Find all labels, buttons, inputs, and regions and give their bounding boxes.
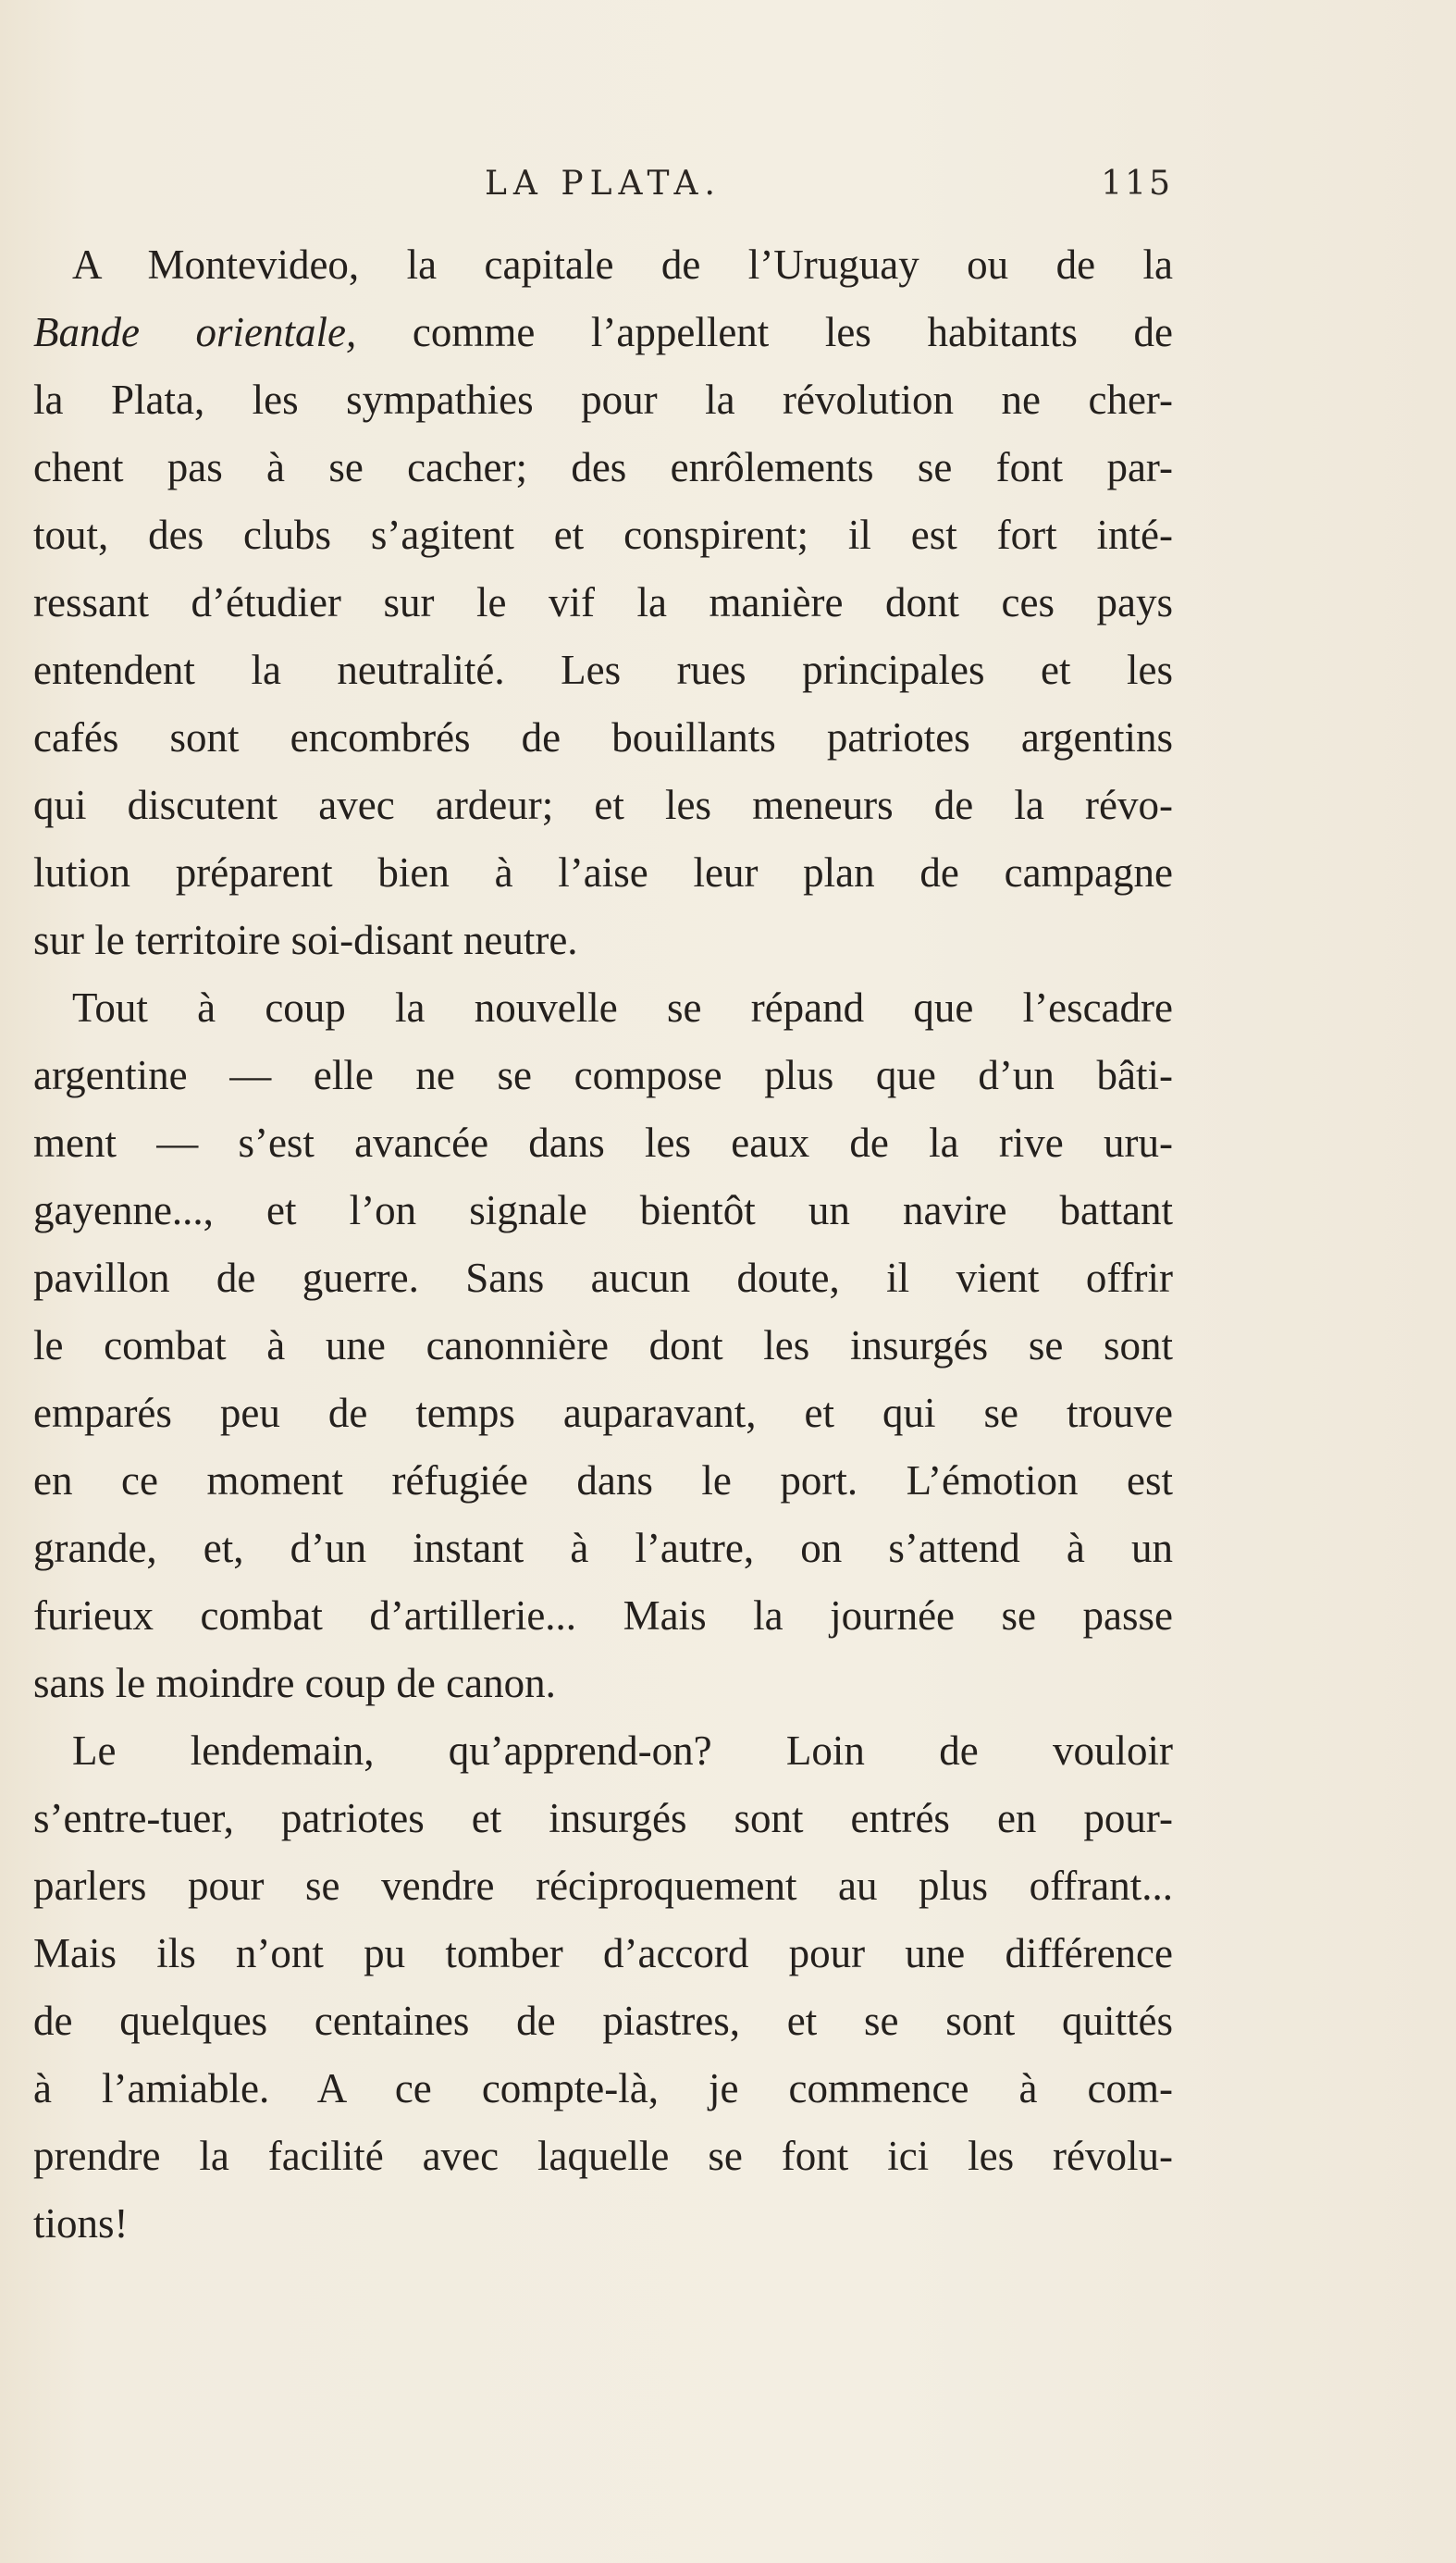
text-line: prendre la facilité avec laquelle se font ici les révolu-	[33, 2133, 1173, 2179]
text-line: qui discutent avec ardeur; et les meneurs de la révo-	[33, 782, 1173, 828]
text-line: de quelques centaines de piastres, et se sont quittés	[33, 1998, 1173, 2044]
text-line: Tout à coup la nouvelle se répand que l’escadre	[72, 984, 1173, 1031]
text-line: A Montevideo, la capitale de l’Uruguay ou de la	[72, 241, 1173, 288]
text-line: tout, des clubs s’agitent et conspirent; il est fort inté-	[33, 512, 1173, 558]
text-line: sans le moindre coup de canon.	[33, 1660, 556, 1706]
text-line: le combat à une canonnière dont les insurgés se sont	[33, 1322, 1173, 1368]
text-line: sur le territoire soi-disant neutre.	[33, 917, 578, 963]
running-head	[33, 165, 1173, 217]
text-line: grande, et, d’un instant à l’autre, on s’attend à un	[33, 1525, 1173, 1571]
paragraph	[33, 231, 1173, 974]
text-line: la Plata, les sympathies pour la révolution ne cher-	[33, 377, 1173, 423]
text-line: tions!	[33, 2200, 129, 2247]
text-line: lution préparent bien à l’aise leur plan de campagne	[33, 849, 1173, 896]
text-line: entendent la neutralité. Les rues principales et les	[33, 647, 1173, 693]
text-line: s’entre-tuer, patriotes et insurgés sont entrés en pour-	[33, 1795, 1173, 1841]
text-line: furieux combat d’artillerie... Mais la journée se passe	[33, 1592, 1173, 1639]
text-line: Bande orientale, comme l’appellent les habitants de	[33, 309, 1173, 355]
paragraph	[33, 974, 1173, 1717]
text-line: argentine — elle ne se compose plus que d’un bâti-	[33, 1052, 1173, 1098]
page-number: 115	[1101, 165, 1173, 203]
italic-phrase: Bande orientale,	[33, 309, 357, 355]
text-line: ment — s’est avancée dans les eaux de la rive uru-	[33, 1120, 1173, 1166]
text-line: parlers pour se vendre réciproquement au plus offrant...	[33, 1863, 1173, 1909]
text-line: emparés peu de temps auparavant, et qui se trouve	[33, 1390, 1173, 1436]
text-line: en ce moment réfugiée dans le port. L’émotion est	[33, 1457, 1173, 1504]
text-line: gayenne..., et l’on signale bientôt un navire battant	[33, 1187, 1173, 1233]
text-line: Mais ils n’ont pu tomber d’accord pour une différence	[33, 1930, 1173, 1976]
text-line: à l’amiable. A ce compte-là, je commence à com-	[33, 2065, 1173, 2111]
text-line: ressant d’étudier sur le vif la manière dont ces pays	[33, 579, 1173, 625]
running-title: LA PLATA.	[485, 165, 722, 203]
text-line: Le lendemain, qu’apprend-on? Loin de vouloir	[72, 1727, 1173, 1774]
text-line: cafés sont encombrés de bouillants patriotes argentins	[33, 714, 1173, 761]
text-line: pavillon de guerre. Sans aucun doute, il vient offrir	[33, 1255, 1173, 1301]
paragraph	[33, 1717, 1173, 2258]
text-line: chent pas à se cacher; des enrôlements se font par-	[33, 444, 1173, 490]
body-text	[33, 231, 1173, 2258]
